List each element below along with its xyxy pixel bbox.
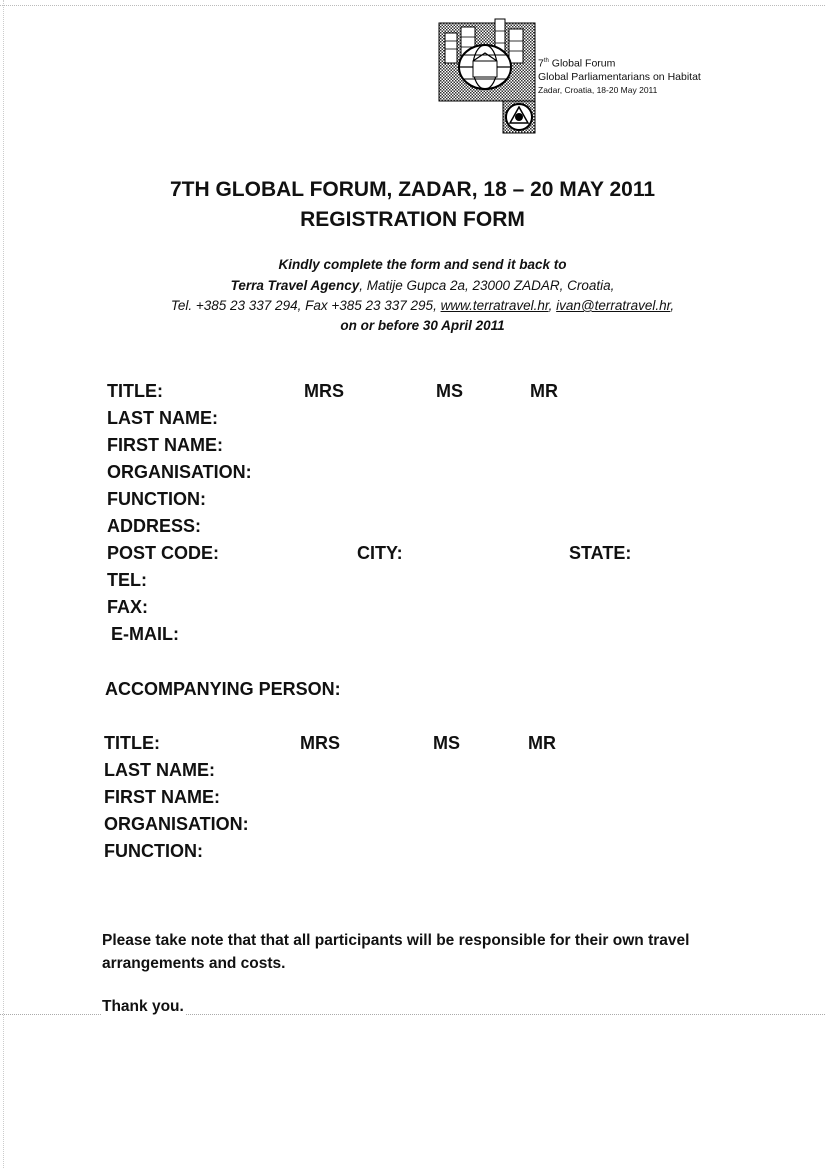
deadline: on or before 30 April 2011	[340, 318, 505, 333]
city-label: CITY:	[357, 543, 403, 563]
accompanying-heading: ACCOMPANYING PERSON:	[105, 679, 341, 699]
agency-address: , Matije Gupca 2a, 23000 ZADAR, Croatia,	[359, 278, 615, 293]
forum-ordinal-suffix: th	[543, 58, 549, 64]
state-label: STATE:	[569, 543, 632, 563]
title-option-mr[interactable]: MR	[530, 381, 558, 401]
organisation-label: ORGANISATION:	[107, 462, 252, 482]
acc-organisation-label: ORGANISATION:	[104, 814, 249, 834]
email-label: E-MAIL:	[111, 624, 179, 644]
global-forum-logo	[437, 17, 540, 135]
first-name-label: FIRST NAME:	[107, 435, 223, 455]
scan-edge-top	[0, 5, 825, 6]
forum-name: Global Forum	[551, 57, 616, 70]
acc-function-label: FUNCTION:	[104, 841, 203, 861]
instruction-line: Kindly complete the form and send it back to	[278, 257, 567, 272]
contact-phones: Tel. +385 23 337 294, Fax +385 23 337 295,	[170, 298, 441, 313]
title-option-mrs[interactable]: MRS	[304, 381, 344, 401]
forum-name-line	[538, 55, 701, 71]
agency-line	[0, 278, 825, 293]
forum-info	[538, 55, 701, 97]
acc-title-option-mr[interactable]: MR	[528, 733, 556, 753]
email-link[interactable]: ivan@terratravel.hr	[556, 298, 671, 313]
forum-place-date: Zadar, Croatia, 18-20 May 2011	[538, 84, 658, 95]
acc-last-name-label: LAST NAME:	[104, 760, 215, 780]
thank-you: Thank you.	[102, 998, 184, 1015]
acc-title-option-mrs[interactable]: MRS	[300, 733, 340, 753]
document-title: 7TH GLOBAL FORUM, ZADAR, 18 – 20 MAY 2011	[169, 178, 656, 201]
website-link[interactable]: www.terratravel.hr	[440, 298, 549, 313]
scan-edge-left	[3, 0, 4, 1168]
acc-first-name-label: FIRST NAME:	[104, 787, 220, 807]
post-code-label: POST CODE:	[107, 543, 220, 563]
form-title: REGISTRATION FORM	[300, 208, 525, 231]
travel-note: Please take note that that all participants will be responsible for their own travel arrangements and costs.	[102, 932, 690, 972]
contact-separator: ,	[548, 298, 557, 313]
last-name-label: LAST NAME:	[107, 408, 218, 428]
forum-subtitle: Global Parliamentarians on Habitat	[538, 70, 701, 83]
agency-name: Terra Travel Agency	[230, 278, 360, 293]
fax-label: FAX:	[107, 597, 149, 617]
function-label: FUNCTION:	[107, 489, 206, 509]
title-option-ms[interactable]: MS	[436, 381, 463, 401]
tel-label: TEL:	[107, 570, 147, 590]
contact-trail: ,	[670, 298, 675, 313]
forum-ordinal: 7	[538, 57, 544, 70]
acc-title-option-ms[interactable]: MS	[433, 733, 460, 753]
acc-title-label: TITLE:	[104, 733, 160, 753]
contact-line	[0, 298, 825, 313]
title-label: TITLE:	[107, 381, 163, 401]
address-label: ADDRESS:	[107, 516, 202, 536]
